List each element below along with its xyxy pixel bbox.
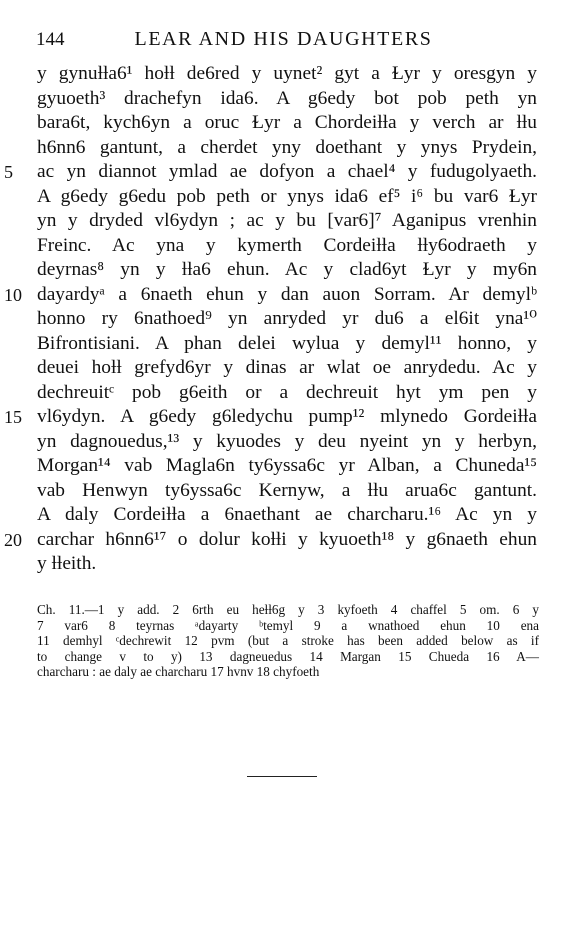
line-number: 20	[4, 529, 22, 550]
text-line	[0, 528, 567, 553]
text-line	[0, 185, 567, 210]
line-number: 5	[4, 162, 13, 182]
text-line	[0, 552, 567, 577]
running-head: LEAR AND HIS DAUGHTERS	[134, 28, 433, 50]
text-line	[0, 381, 567, 406]
text-line	[0, 283, 567, 308]
line-text: Bifrontisiani. A phan delei wylua y demyl¹¹ honno, y	[37, 332, 537, 354]
line-text: y ƚƚeith.	[37, 553, 97, 574]
line-text: dayardyᵃ a 6naeth ehun y dan auon Sorram. Ar demylᵇ	[37, 283, 537, 305]
footnote-line: charcharu : ae daly ae charcharu 17 hvnv 18 chyfoeth	[37, 664, 320, 679]
text-line	[0, 111, 567, 136]
line-text: Morgan¹⁴ vab Magla6n ty6yssa6c yr Alban, a Chuneda¹⁵	[37, 455, 537, 476]
line-text: carchar h6nn6¹⁷ o dolur koƚƚi y kyuoeth¹⁸ y g6naeth ehun	[37, 528, 537, 550]
line-text: Freinc. Ac yna y kymerth Cordeiƚƚa ƚƚy6odraeth y	[37, 234, 537, 256]
line-number: 10	[4, 284, 22, 305]
text-line	[0, 234, 567, 259]
body-text	[0, 62, 567, 577]
line-text: h6nn6 gantunt, a cherdet yny doethant y ynys Prydein,	[37, 136, 537, 158]
footnotes	[37, 602, 539, 680]
page-number: 144	[36, 29, 65, 50]
text-line	[0, 209, 567, 234]
text-line	[0, 430, 567, 455]
text-line	[0, 503, 567, 528]
line-text: A daly Cordeiƚƚa a 6naethant ae charcharu.¹⁶ Ac yn y	[37, 504, 537, 525]
text-line	[0, 307, 567, 332]
line-text: honno ry 6nathoed⁹ yn anryded yr du6 a el6it yna¹⁰	[37, 308, 537, 329]
line-text: yn y dryded vl6ydyn ; ac y bu [var6]⁷ Aganipus vrenhin	[37, 210, 537, 231]
footnote-line: Ch. 11.—1 y add. 2 6rth eu heƚƚ6g y 3 kyfoeth 4 chaffel 5 om. 6 y	[37, 602, 539, 617]
text-line	[0, 454, 567, 479]
text-line	[0, 62, 567, 87]
line-text: vab Henwyn ty6yssa6c Kernyw, a ƚƚu arua6c gantunt.	[37, 479, 537, 501]
footnote-line: 7 var6 8 teyrnas ᵃdayarty ᵇtemyl 9 a wnathoed ehun 10 ena	[37, 617, 539, 633]
text-line	[0, 356, 567, 381]
footnote-line: to change v to y) 13 dagneuedus 14 Margan 15 Chueda 16 A—	[37, 648, 539, 664]
line-text: yn dagnouedus,¹³ y kyuodes y deu nyeint yn y herbyn,	[37, 430, 537, 452]
footnote-line: 11 demhyl ᶜdechrewit 12 pvm (but a stroke has been added below as if	[37, 633, 539, 648]
text-line	[0, 136, 567, 161]
line-text: A g6edy g6edu pob peth or ynys ida6 ef⁵ i⁶ bu var6 Ɫyr	[37, 185, 537, 207]
line-number: 15	[4, 407, 22, 427]
line-text: vl6ydyn. A g6edy g6ledychu pump¹² mlynedo Gordeiƚƚa	[37, 406, 537, 427]
text-line	[0, 87, 567, 112]
line-text: y gynuƚƚa6¹ hoƚƚ de6red y uynet² gyt a Ɫyr y oresgyn y	[37, 63, 537, 84]
line-text: gyuoeth³ drachefyn ida6. A g6edy bot pob peth yn	[37, 87, 537, 109]
text-line	[0, 405, 567, 430]
text-line	[0, 160, 567, 185]
section-rule	[247, 776, 317, 777]
line-text: dechreuitᶜ pob g6eith or a dechreuit hyt ym pen y	[37, 381, 537, 403]
line-text: bara6t, kych6yn a oruc Ɫyr a Chordeiƚƚa y verch ar ƚƚu	[37, 112, 537, 133]
line-text: ac yn diannot ymlad ae dofyon a chael⁴ y fudugolyaeth.	[37, 161, 537, 182]
line-text: deyrnas⁸ yn y ƚƚa6 ehun. Ac y clad6yt Ɫyr y my6n	[37, 259, 537, 280]
text-line	[0, 332, 567, 357]
line-text: deuei hoƚƚ grefyd6yr y dinas ar wlat oe anrydedu. Ac y	[37, 357, 537, 378]
text-line	[0, 479, 567, 504]
text-line	[0, 258, 567, 283]
